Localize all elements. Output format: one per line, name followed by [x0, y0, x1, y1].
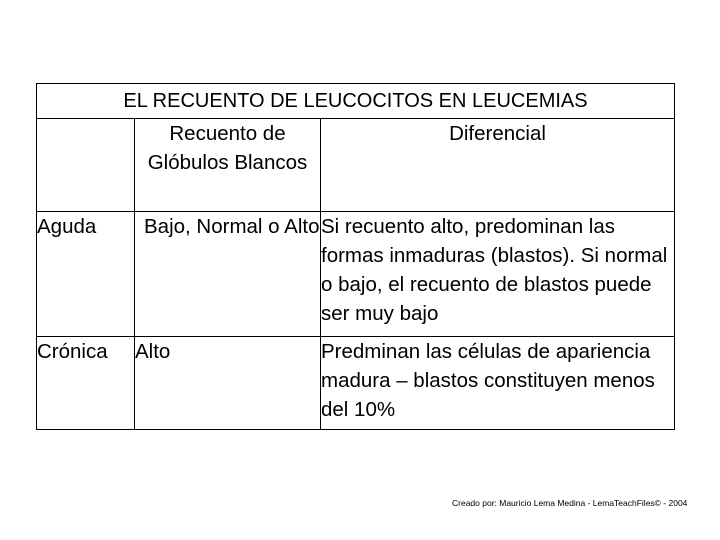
table-row: [37, 337, 675, 430]
leukocyte-table: [36, 83, 675, 430]
table-title: EL RECUENTO DE LEUCOCITOS EN LEUCEMIAS: [37, 84, 675, 119]
header-differential: Diferencial: [321, 119, 675, 212]
row-label-aguda: Aguda: [37, 212, 135, 337]
header-count: Recuento de Glóbulos Blancos: [135, 119, 321, 212]
table-header-row: [37, 119, 675, 212]
row-label-cronica: Crónica: [37, 337, 135, 430]
count-aguda: Bajo, Normal o Alto: [135, 212, 321, 337]
count-cronica: Alto: [135, 337, 321, 430]
table-title-row: [37, 84, 675, 119]
author-credit: Creado por: Mauricio Lema Medina - LemaTeachFiles© - 2004: [452, 498, 688, 508]
differential-cronica: Predminan las células de apariencia madura – blastos constituyen menos del 10%: [321, 337, 675, 430]
table-row: [37, 212, 675, 337]
differential-aguda: Si recuento alto, predominan las formas inmaduras (blastos). Si normal o bajo, el recuento de blastos puede ser muy bajo: [321, 212, 675, 337]
header-empty-cell: [37, 119, 135, 212]
